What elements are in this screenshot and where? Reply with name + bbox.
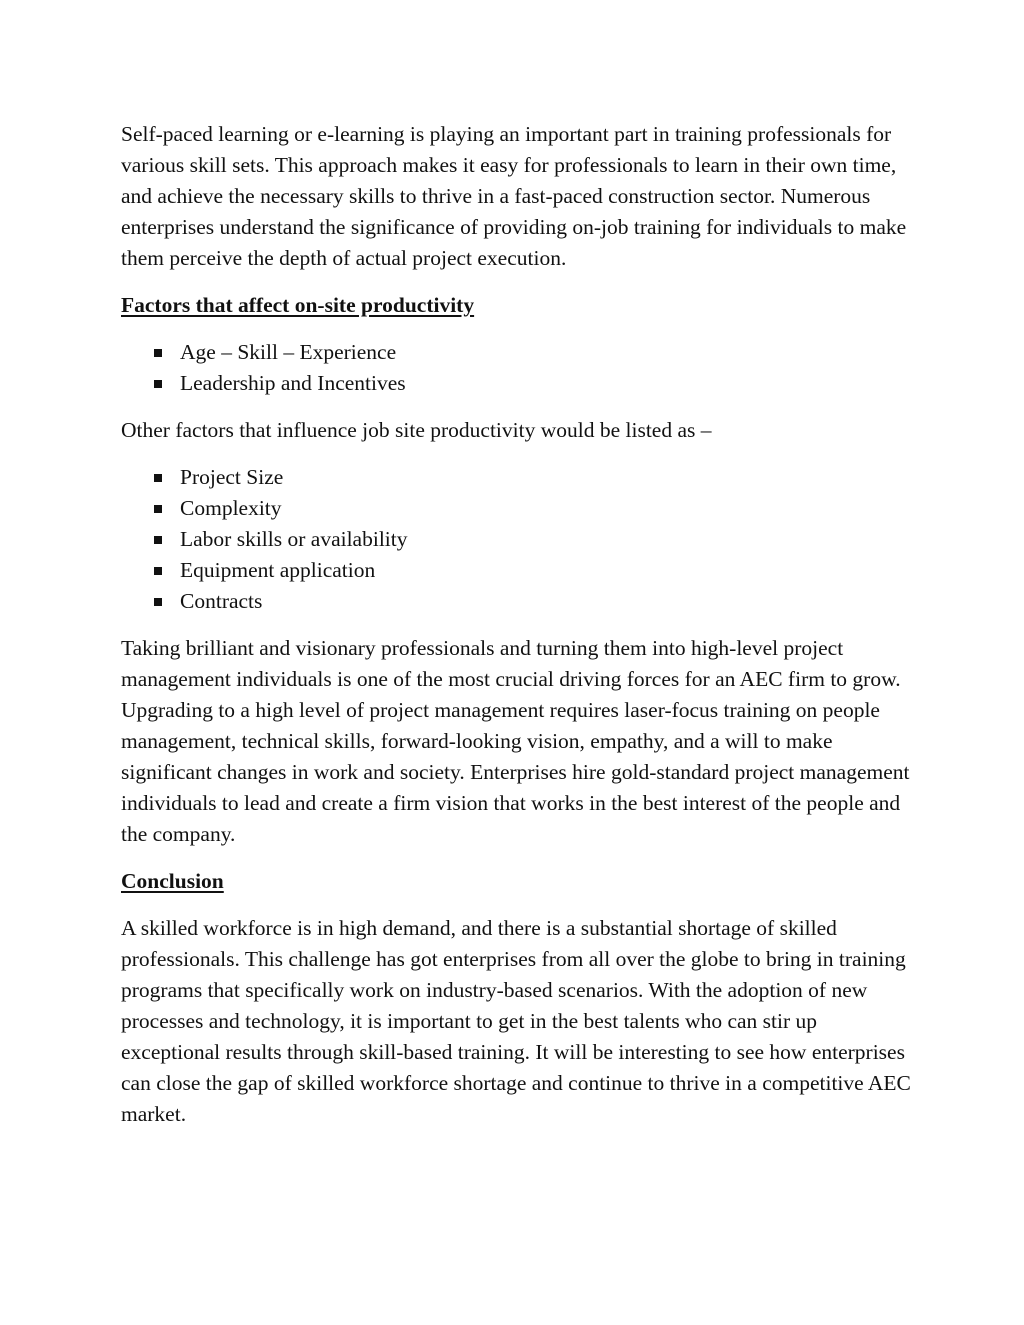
list-item — [121, 368, 921, 399]
list-item — [121, 337, 921, 368]
list-item — [121, 462, 921, 493]
list-item-text: Age – Skill – Experience — [180, 340, 397, 364]
factors-list — [121, 337, 921, 399]
document-page — [121, 119, 921, 1146]
list-item — [121, 524, 921, 555]
intro-paragraph: Self-paced learning or e-learning is playing an important part in training professionals for various skill sets. This approach makes it easy for professionals to learn in their own time, and achieve the necessary skills to thrive in a fast-paced construction sector. Numerous enterprises understand the significance of providing on-job training for individuals to make them perceive the depth of actual project execution. — [121, 122, 907, 270]
square-bullet-icon — [154, 474, 162, 482]
square-bullet-icon — [154, 598, 162, 606]
list-item — [121, 586, 921, 617]
other-factors-list — [121, 462, 921, 617]
conclusion-heading: Conclusion — [121, 869, 224, 893]
conclusion-paragraph: A skilled workforce is in high demand, and there is a substantial shortage of skilled professionals. This challenge has got enterprises from all over the globe to bring in training programs that specifically work on industry-based scenarios. With the adoption of new processes and technology, it is important to get in the best talents who can stir up exceptional results through skill-based training. It will be interesting to see how enterprises can close the gap of skilled workforce shortage and continue to thrive in a competitive AEC market. — [121, 916, 911, 1126]
list-item — [121, 493, 921, 524]
list-item-text: Leadership and Incentives — [180, 371, 406, 395]
list-item-text: Labor skills or availability — [180, 527, 408, 551]
list-item — [121, 555, 921, 586]
management-paragraph: Taking brilliant and visionary professionals and turning them into high-level project management individuals is one of the most crucial driving forces for an AEC firm to grow. Upgrading to a high level of project management requires laser-focus training on people management, technical skills, forward-looking vision, empathy, and a will to make significant changes in work and society. Enterprises hire gold-standard project management individuals to lead and create a firm vision that works in the best interest of the people and the company. — [121, 636, 910, 846]
square-bullet-icon — [154, 567, 162, 575]
list-item-text: Complexity — [180, 496, 282, 520]
list-item-text: Equipment application — [180, 558, 376, 582]
list-item-text: Project Size — [180, 465, 284, 489]
square-bullet-icon — [154, 349, 162, 357]
square-bullet-icon — [154, 536, 162, 544]
factors-heading: Factors that affect on-site productivity — [121, 293, 475, 317]
list-item-text: Contracts — [180, 589, 263, 613]
other-factors-intro: Other factors that influence job site productivity would be listed as – — [121, 418, 712, 442]
square-bullet-icon — [154, 380, 162, 388]
square-bullet-icon — [154, 505, 162, 513]
